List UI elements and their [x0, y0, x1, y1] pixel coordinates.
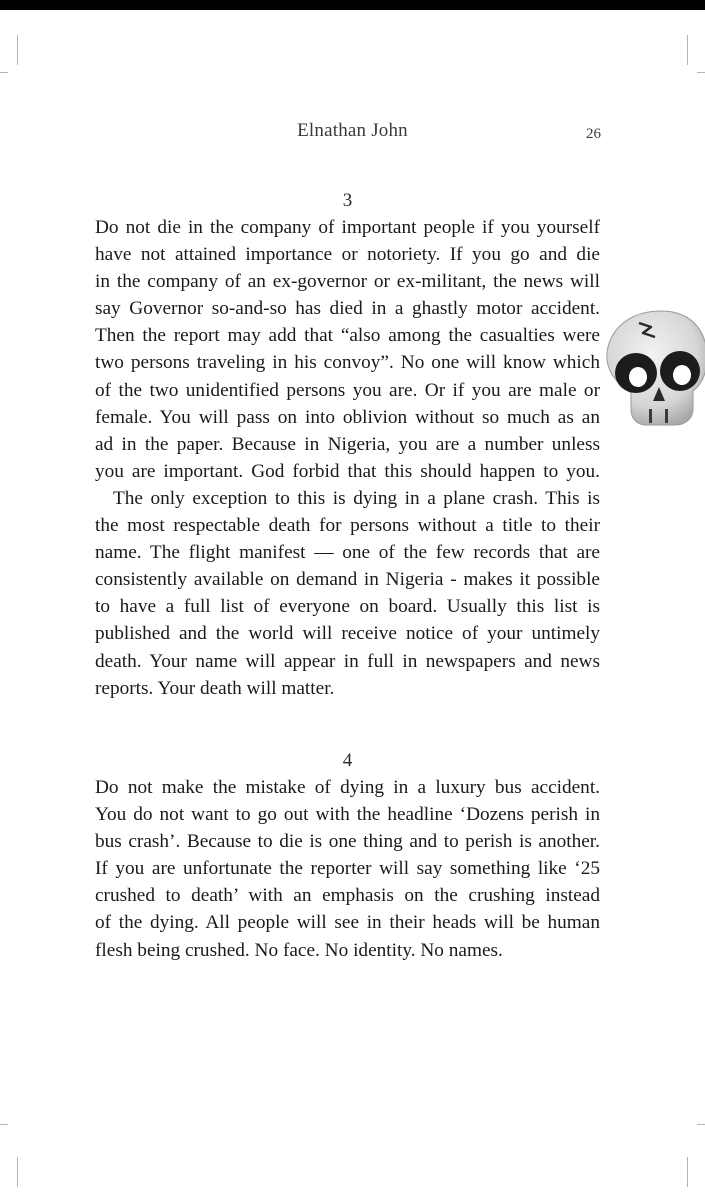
page-number: 26	[586, 126, 601, 142]
section-number: 4	[342, 750, 353, 771]
text-line: published and the world will receive notice of your untimely	[95, 623, 600, 645]
running-head-author: Elnathan John	[297, 120, 408, 141]
text-line: female. You will pass on into oblivion without so much as an	[95, 406, 600, 428]
skull-icon	[603, 305, 705, 430]
text-line: the most respectable death for persons without a title to their	[95, 515, 600, 537]
text-line: flesh being crushed. No face. No identity. No names.	[95, 939, 503, 961]
text-line: two persons traveling in his convoy”. No one will know which	[95, 352, 600, 374]
section-3	[95, 187, 600, 702]
text-line: death. Your name will appear in full in newspapers and news	[95, 650, 600, 672]
crop-mark-bottom-right	[687, 1157, 688, 1187]
text-line: of the two unidentified persons you are. Or if you are male or	[95, 379, 600, 401]
paragraph	[95, 485, 600, 702]
text-line: Do not make the mistake of dying in a luxury bus accident.	[95, 777, 600, 798]
crop-mark-top-right-h	[697, 72, 705, 73]
text-line: crushed to death’ with an emphasis on the crushing instead	[95, 885, 600, 907]
text-line: say Governor so-and-so has died in a ghastly motor accident.	[95, 298, 600, 320]
text-line: name. The flight manifest — one of the few records that are	[95, 542, 600, 564]
text-line: The only exception to this is dying in a plane crash. This is	[113, 487, 600, 509]
text-line: consistently available on demand in Nigeria - makes it possible	[95, 569, 600, 591]
text-line: reports. Your death will matter.	[95, 677, 335, 699]
paragraph	[95, 774, 600, 964]
section-number: 3	[342, 190, 353, 211]
crop-mark-bottom-right-h	[697, 1124, 705, 1125]
text-line: Do not die in the company of important people if you yourself	[95, 217, 600, 238]
crop-mark-bottom-left-h	[0, 1124, 8, 1125]
text-line: of the dying. All people will see in their heads will be human	[95, 912, 600, 934]
paragraph	[95, 214, 600, 485]
section-4	[95, 747, 600, 964]
text-line: ad in the paper. Because in Nigeria, you are a number unless	[95, 433, 600, 455]
crop-mark-bottom-left	[17, 1157, 18, 1187]
crop-mark-top-right	[687, 35, 688, 65]
text-line: to have a full list of everyone on board. Usually this list is	[95, 596, 600, 618]
top-status-bar	[0, 0, 705, 10]
text-line: in the company of an ex-governor or ex-militant, the news will	[95, 271, 600, 293]
text-line: You do not want to go out with the headline ‘Dozens perish in	[95, 804, 600, 826]
crop-mark-top-left	[17, 35, 18, 65]
text-line: If you are unfortunate the reporter will say something like ‘25	[95, 858, 600, 880]
text-line: bus crash’. Because to die is one thing and to perish is another.	[95, 831, 600, 853]
text-line: have not attained importance or notoriety. If you go and die	[95, 244, 600, 266]
crop-mark-top-left-h	[0, 72, 8, 73]
text-line: Then the report may add that “also among the casualties were	[95, 325, 600, 347]
text-line: you are important. God forbid that this should happen to you.	[95, 460, 600, 482]
